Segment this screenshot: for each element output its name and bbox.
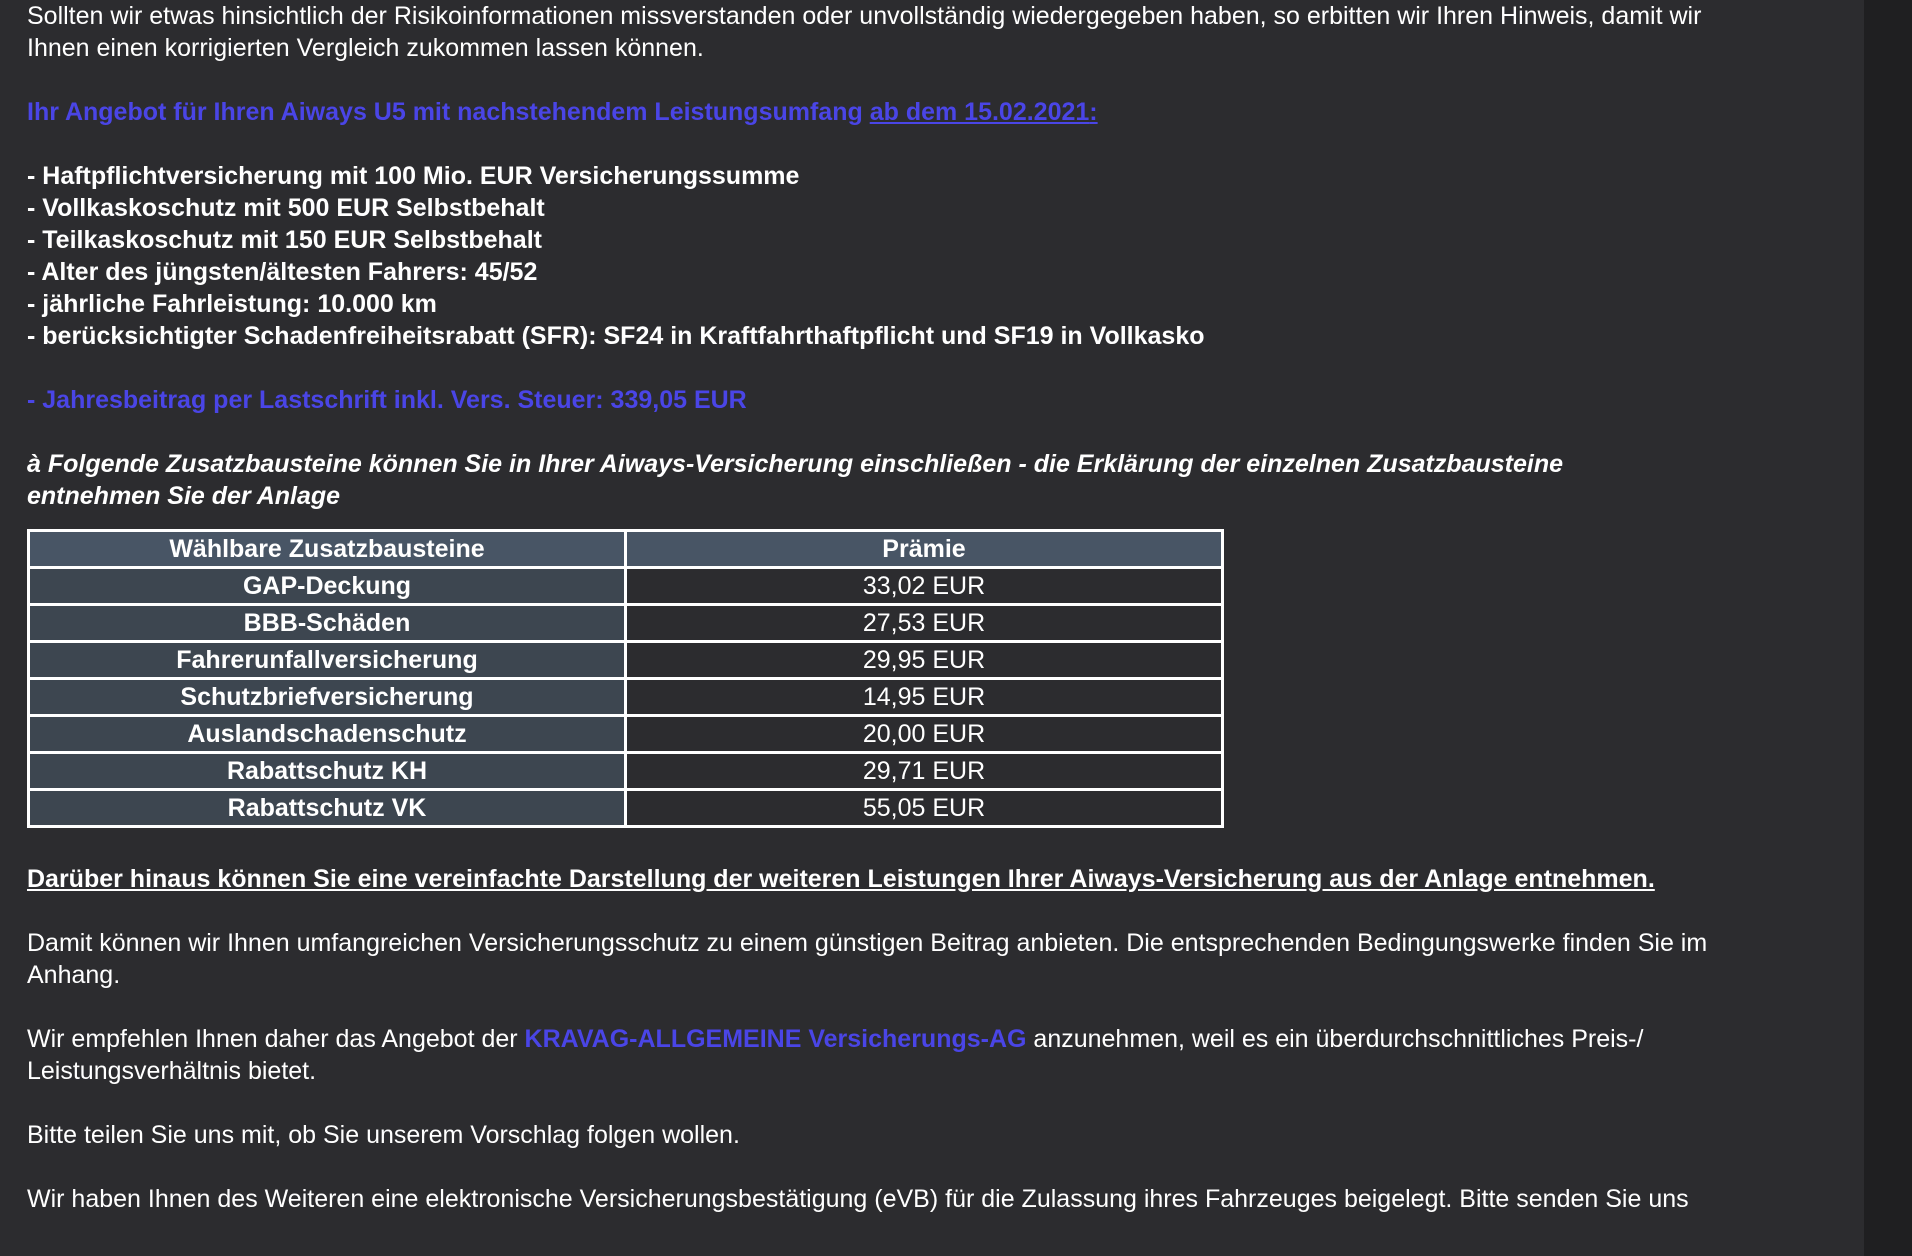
feature-item: - Alter des jüngsten/ältesten Fahrers: 45/52 bbox=[27, 258, 538, 286]
addons-intro-line-1: à Folgende Zusatzbausteine können Sie in Ihrer Aiways-Versicherung einschließen - die Erklärung der einzelnen Zusatzbausteine bbox=[27, 450, 1564, 478]
coverage-line-2: Anhang. bbox=[27, 961, 121, 989]
offer-features-list bbox=[27, 160, 1827, 352]
feature-item: - Haftpflichtversicherung mit 100 Mio. EUR Versicherungssumme bbox=[27, 162, 800, 190]
addon-price: 55,05 EUR bbox=[626, 790, 1223, 827]
coverage-text bbox=[27, 927, 1827, 991]
table-row bbox=[29, 605, 1223, 642]
follow-up-text: Bitte teilen Sie uns mit, ob Sie unserem Vorschlag folgen wollen. bbox=[27, 1121, 740, 1149]
feature-item: - Vollkaskoschutz mit 500 EUR Selbstbehalt bbox=[27, 194, 545, 222]
recommendation-line-2: Leistungsverhältnis bietet. bbox=[27, 1057, 317, 1085]
email-body bbox=[27, 0, 1827, 1215]
table-row bbox=[29, 679, 1223, 716]
intro-line-2: Ihnen einen korrigierten Vergleich zukommen lassen können. bbox=[27, 34, 704, 62]
addon-price: 33,02 EUR bbox=[626, 568, 1223, 605]
addons-intro bbox=[27, 448, 1827, 512]
table-row bbox=[29, 568, 1223, 605]
feature-item: - berücksichtigter Schadenfreiheitsrabatt (SFR): SF24 in Kraftfahrthaftpflicht und SF19 in Vollkasko bbox=[27, 322, 1205, 350]
recommendation-prefix: Wir empfehlen Ihnen daher das Angebot der bbox=[27, 1025, 525, 1053]
addon-price: 20,00 EUR bbox=[626, 716, 1223, 753]
addon-name: Rabattschutz VK bbox=[29, 790, 626, 827]
intro-line-1: Sollten wir etwas hinsichtlich der Risikoinformationen missverstanden oder unvollständig wiedergegeben haben, so erbitten wir Ihren Hinweis, damit wir bbox=[27, 2, 1702, 30]
addons-intro-line-2: entnehmen Sie der Anlage bbox=[27, 482, 341, 510]
addon-name: Rabattschutz KH bbox=[29, 753, 626, 790]
table-row bbox=[29, 716, 1223, 753]
table-row bbox=[29, 642, 1223, 679]
addon-name: Auslandschadenschutz bbox=[29, 716, 626, 753]
column-header-premium: Prämie bbox=[626, 531, 1223, 568]
table-row bbox=[29, 753, 1223, 790]
annual-premium: - Jahresbeitrag per Lastschrift inkl. Vers. Steuer: 339,05 EUR bbox=[27, 386, 747, 414]
offer-heading-prefix: Ihr Angebot für Ihren Aiways U5 mit nachstehendem Leistungsumfang bbox=[27, 98, 870, 126]
evb-text: Wir haben Ihnen des Weiteren eine elektronische Versicherungsbestätigung (eVB) für die Zulassung ihres Fahrzeuges beigelegt. Bitte senden Sie uns bbox=[27, 1185, 1689, 1213]
addon-name: Fahrerunfallversicherung bbox=[29, 642, 626, 679]
addon-price: 29,95 EUR bbox=[626, 642, 1223, 679]
addon-price: 27,53 EUR bbox=[626, 605, 1223, 642]
company-name: KRAVAG-ALLGEMEINE Versicherungs-AG bbox=[524, 1025, 1027, 1053]
intro-text bbox=[27, 0, 1827, 64]
addon-name: BBB-Schäden bbox=[29, 605, 626, 642]
column-header-addon: Wählbare Zusatzbausteine bbox=[29, 531, 626, 568]
addon-price: 14,95 EUR bbox=[626, 679, 1223, 716]
addons-table bbox=[27, 529, 1224, 828]
more-info-text: Darüber hinaus können Sie eine vereinfachte Darstellung der weiteren Leistungen Ihrer Aiways-Versicherung aus der Anlage entnehmen. bbox=[27, 865, 1655, 893]
recommendation-text bbox=[27, 1023, 1827, 1087]
feature-item: - Teilkaskoschutz mit 150 EUR Selbstbehalt bbox=[27, 226, 542, 254]
feature-item: - jährliche Fahrleistung: 10.000 km bbox=[27, 290, 437, 318]
offer-heading-date: ab dem 15.02.2021 bbox=[869, 98, 1090, 126]
offer-heading bbox=[27, 96, 1827, 128]
table-header-row bbox=[29, 531, 1223, 568]
coverage-line-1: Damit können wir Ihnen umfangreichen Versicherungsschutz zu einem günstigen Beitrag anbieten. Die entsprechenden Bedingungswerke finden Sie im bbox=[27, 929, 1708, 957]
addon-name: Schutzbriefversicherung bbox=[29, 679, 626, 716]
offer-heading-suffix: : bbox=[1089, 98, 1098, 126]
recommendation-suffix: anzunehmen, weil es ein überdurchschnittliches Preis-/ bbox=[1026, 1025, 1644, 1053]
addon-price: 29,71 EUR bbox=[626, 753, 1223, 790]
table-row bbox=[29, 790, 1223, 827]
addon-name: GAP-Deckung bbox=[29, 568, 626, 605]
scrollbar-track[interactable] bbox=[1864, 0, 1912, 1256]
